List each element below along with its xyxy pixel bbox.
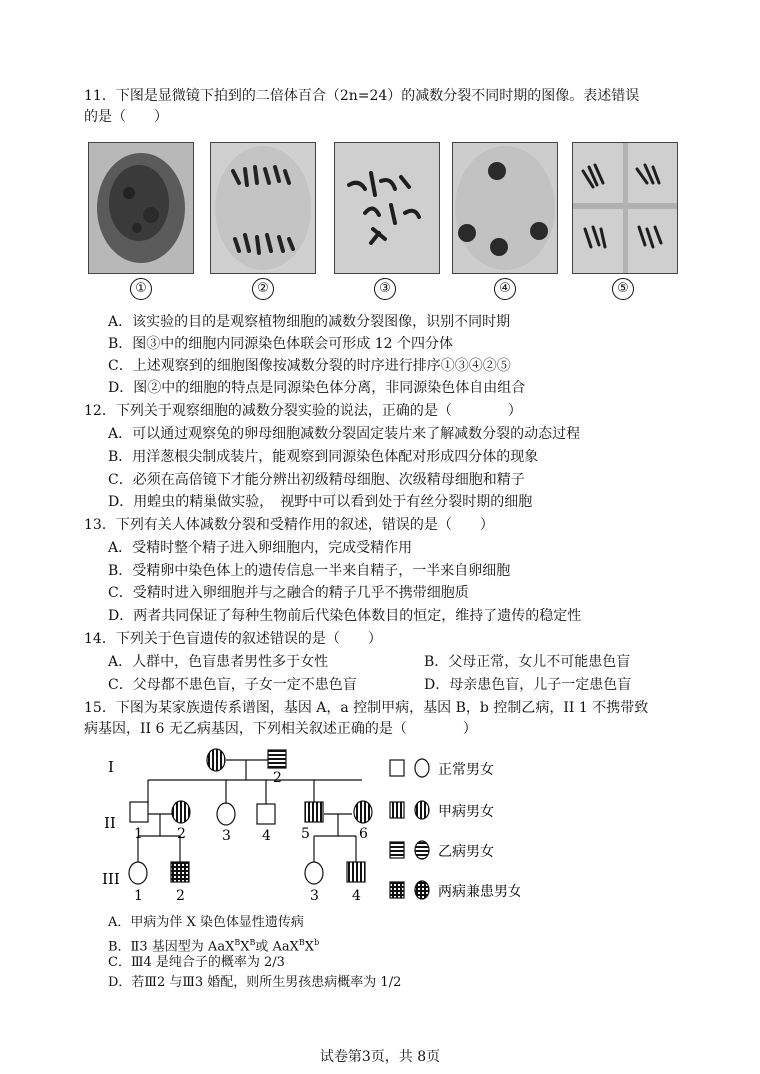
q11-option-a: A．该实验的目的是观察植物细胞的减数分裂图像，识别不同时期 [108, 314, 511, 330]
legend-normal: 正常男女 [438, 762, 494, 778]
legend-both: 两病兼患男女 [438, 884, 520, 900]
q15-option-b-sup2: B [249, 938, 256, 947]
q13-option-b: B．受精卵中染色体上的遗传信息一半来自精子，一半来自卵细胞 [108, 563, 511, 579]
q15-stem-line2: 病基因，II 6 无乙病基因，下列相关叙述正确的是（ ） [84, 721, 477, 737]
gen2-num-3: 3 [222, 828, 231, 844]
q12-option-c: C．必须在高倍镜下才能分辨出初级精母细胞、次级精母细胞和精子 [108, 472, 525, 488]
q12-option-d: D．用蝗虫的精巢做实验， 视野中可以看到处于有丝分裂时期的细胞 [108, 494, 533, 510]
q11-option-c: C．上述观察到的细胞图像按减数分裂的时序进行排序①③④②⑤ [108, 358, 511, 374]
micrograph-row [86, 142, 676, 302]
q15-option-a: A．甲病为伴 X 染色体显性遗传病 [108, 915, 304, 930]
q15-option-d: D．若Ⅲ2 与Ⅲ3 婚配，则所生男孩患病概率为 1/2 [108, 975, 402, 990]
q12-option-b: B．用洋葱根尖制成装片，能观察到同源染色体配对形成四分体的现象 [108, 449, 539, 465]
gen2-num-6: 6 [359, 826, 368, 842]
micrograph-1 [88, 142, 194, 274]
micrograph-4 [452, 142, 558, 274]
q15-option-b-mid2: 或 AaX [255, 939, 299, 955]
q13-option-c: C．受精时进入卵细胞并与之融合的精子几乎不携带细胞质 [108, 585, 469, 601]
q15-option-b-prefix: B．Ⅱ3 基因型为 AaX [108, 939, 235, 955]
generation-label-3: III [102, 870, 120, 888]
gen2-num-5: 5 [301, 826, 310, 842]
gen3-num-2: 2 [176, 888, 185, 904]
q15-option-b-sup4: b [314, 938, 320, 947]
gen3-num-4: 4 [352, 888, 361, 904]
q15-option-b-mid1: X [240, 939, 250, 955]
gen2-num-1: 1 [134, 826, 143, 842]
q14-option-d: D．母亲患色盲，儿子一定患色盲 [424, 677, 632, 693]
q14-stem: 14．下列关于色盲遗传的叙述错误的是（ ） [84, 631, 382, 647]
photo-label-1: ① [130, 278, 152, 300]
q12-stem: 12．下列关于观察细胞的减数分裂实验的说法，正确的是（ ） [84, 403, 522, 419]
q13-stem: 13．下列有关人体减数分裂和受精作用的叙述，错误的是（ ） [84, 517, 494, 533]
pedigree-chart [100, 746, 520, 916]
pedigree-legend [390, 759, 520, 900]
q12-option-a: A．可以通过观察兔的卵母细胞减数分裂固定装片来了解减数分裂的动态过程 [108, 426, 581, 442]
gen2-num-2: 2 [177, 826, 186, 842]
q15-option-c: C．Ⅲ4 是纯合子的概率为 2/3 [108, 955, 285, 970]
generation-label-2: II [104, 814, 116, 832]
gen2-num-4: 4 [262, 828, 271, 844]
page-footer: 试卷第3页，共 8页 [319, 1049, 441, 1065]
q11-stem-line2: 的是（ ） [84, 109, 168, 125]
gen1-num-2: 2 [273, 770, 282, 786]
photo-label-4: ④ [494, 278, 516, 300]
gen3-num-1: 1 [134, 888, 143, 904]
q13-option-a: A．受精时整个精子进入卵细胞内，完成受精作用 [108, 540, 413, 556]
photo-label-5: ⑤ [612, 278, 634, 300]
micrograph-3 [334, 142, 440, 274]
micrograph-5 [572, 142, 678, 274]
gen3-num-3: 3 [310, 888, 319, 904]
q15-option-b-sup3: B [298, 938, 305, 947]
q11-option-b: B．图③中的细胞内同源染色体联会可形成 12 个四分体 [108, 336, 454, 352]
q14-option-a: A．人群中，色盲患者男性多于女性 [108, 654, 329, 670]
photo-label-2: ② [252, 278, 274, 300]
q14-option-c: C．父母都不患色盲，子女一定不患色盲 [108, 677, 357, 693]
micrograph-2 [210, 142, 316, 274]
q15-stem-line1: 15．下图为某家族遗传系谱图，基因 A，a 控制甲病，基因 B，b 控制乙病，II 1 不携带致 [84, 700, 649, 716]
q15-option-b-sup1: B [234, 938, 241, 947]
generation-label-1: I [108, 758, 114, 776]
legend-disease-b: 乙病男女 [438, 844, 494, 860]
photo-label-3: ③ [374, 278, 396, 300]
q13-option-d: D．两者共同保证了每种生物前后代染色体数目的恒定，维持了遗传的稳定性 [108, 608, 582, 624]
q11-option-d: D．图②中的细胞的特点是同源染色体分离，非同源染色体自由组合 [108, 380, 526, 396]
q15-option-b-mid3: X [304, 939, 315, 955]
q14-option-b: B．父母正常，女儿不可能患色盲 [424, 654, 631, 670]
legend-disease-a: 甲病男女 [438, 804, 494, 820]
q11-stem-line1: 11．下图是显微镜下拍到的二倍体百合（2n=24）的减数分裂不同时期的图像。表述错误 [84, 88, 640, 104]
